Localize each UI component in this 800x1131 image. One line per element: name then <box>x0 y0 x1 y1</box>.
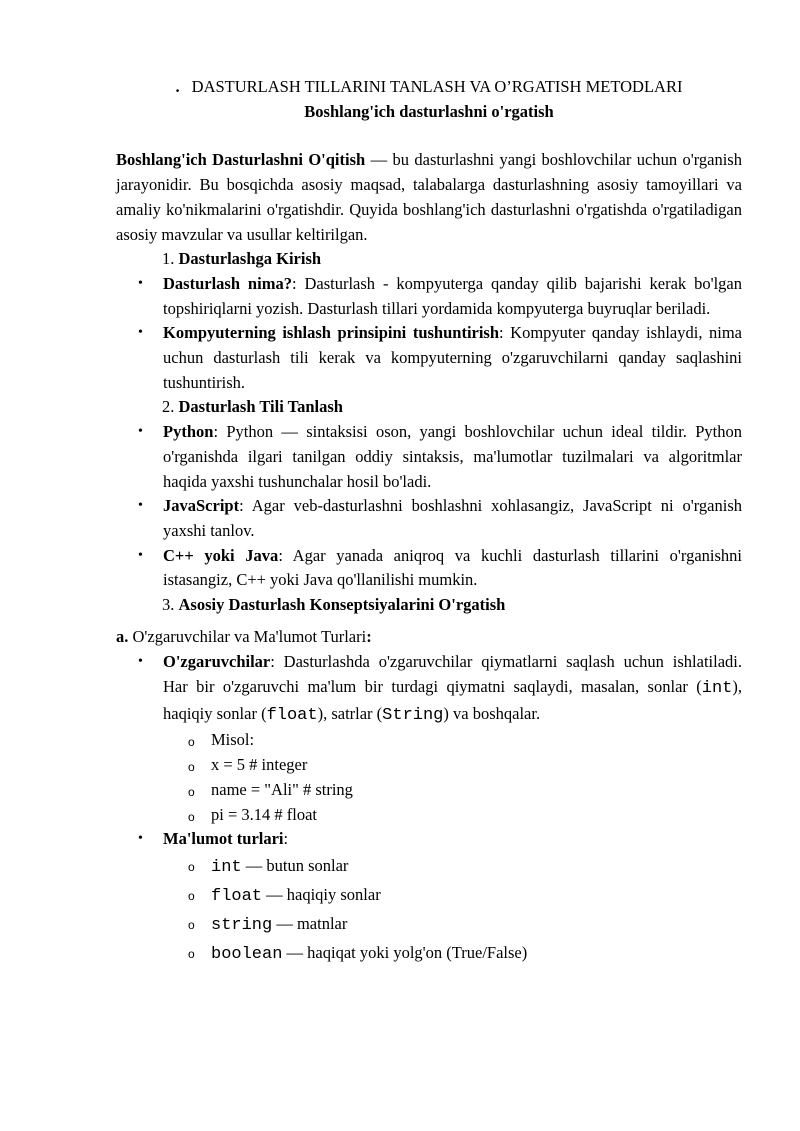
type-code: string <box>211 915 273 935</box>
list-item <box>116 321 742 395</box>
sub-bullet-icon: o <box>188 760 195 775</box>
subsection-a-list <box>116 649 742 728</box>
item-term: JavaScript <box>163 496 240 516</box>
list-item <box>116 272 742 321</box>
section-1-list <box>116 272 742 396</box>
type-desc: — matnlar <box>272 913 348 933</box>
item-text: : <box>283 829 289 849</box>
list-item <box>116 494 742 543</box>
list-item-variables <box>116 649 742 728</box>
section-heading-3 <box>162 593 742 618</box>
subsection-colon: : <box>366 626 372 646</box>
sub-bullet-icon: o <box>188 888 195 903</box>
section-number: 3. <box>162 595 175 615</box>
item-term: Python <box>163 422 214 442</box>
section-number: 1. <box>162 249 175 269</box>
item-text: : Agar veb-dasturlashni boshlashni xohlasangiz, JavaScript ni o'rganish yaxshi tanlov. <box>163 496 742 540</box>
item-text: : Agar yanada aniqroq va kuchli dasturlash tillarini o'rganishni istasangiz, C++ yoki Java qo'llanilishi mumkin. <box>163 545 743 590</box>
list-item-data-types <box>116 827 742 852</box>
item-term: Dasturlash nima? <box>163 273 292 293</box>
list-item <box>116 420 742 494</box>
intro-bold: Boshlang'ich Dasturlashni O'qitish <box>116 150 366 170</box>
item-text: : Dasturlashda o'zgaruvchilar qiymatlarni saqlash uchun ishlatiladi. Har bir o'zgaruvchi ma'lum bir turdagi qiymatni saqlaydi, masalan, sonlar ( <box>163 652 742 697</box>
item-text: : Dasturlash - kompyuterga qanday qilib bajarishi kerak bo'lgan topshiriqlarni yozish. Dasturlash tillari yordamida kompyuterga buyruqlar beriladi. <box>163 273 742 318</box>
item-term: O'zgaruvchilar <box>163 652 271 672</box>
subsection-a-heading <box>116 625 742 650</box>
section-2-list <box>116 420 742 593</box>
type-desc: — haqiqat yoki yolg'on (True/False) <box>282 942 528 962</box>
item-term: C++ yoki Java <box>163 545 279 565</box>
sub-bullet-icon: o <box>188 946 195 961</box>
section-number: 2. <box>162 397 175 417</box>
sub-bullet-icon: o <box>188 859 195 874</box>
example-list <box>116 728 742 827</box>
sub-bullet-icon: o <box>188 809 195 824</box>
item-term: Ma'lumot turlari <box>163 829 284 849</box>
item-text: ) va boshqalar. <box>443 704 541 724</box>
example-text: name = "Ali" # string <box>211 779 353 799</box>
type-code: int <box>211 857 242 877</box>
code-string: String <box>382 706 444 726</box>
list-item <box>116 544 742 593</box>
type-item <box>116 881 742 910</box>
item-term: Kompyuterning ishlash prinsipini tushuntirish <box>163 323 500 343</box>
example-line <box>116 778 742 803</box>
item-text: : Python — sintaksisi oson, yangi boshlovchilar uchun ideal tildir. Python o'rganishda ilgari tanilgan oddiy sintaksis, ma'lumotlar tuzilmalari va algoritmlar haqida yaxshi tushunchalar hosil bo'ladi. <box>163 422 742 491</box>
example-text: pi = 3.14 # float <box>211 804 318 824</box>
section-title: Dasturlashga Kirish <box>178 249 322 269</box>
type-code: float <box>211 886 263 906</box>
example-line <box>116 803 742 828</box>
title-marker: . <box>175 77 180 96</box>
code-float: float <box>266 706 318 726</box>
type-item <box>116 939 742 968</box>
example-text: Misol: <box>211 730 255 750</box>
title-text: DASTURLASH TILLARINI TANLASH VA O’RGATISH METODLARI <box>191 77 683 96</box>
type-item <box>116 910 742 939</box>
type-code: boolean <box>211 944 283 964</box>
section-title: Dasturlash Tili Tanlash <box>178 397 343 417</box>
subsection-letter: a. <box>116 626 129 646</box>
section-heading-2 <box>162 395 742 420</box>
sub-bullet-icon: o <box>188 735 195 750</box>
example-line <box>116 753 742 778</box>
type-desc: — haqiqiy sonlar <box>262 884 381 904</box>
example-line <box>116 728 742 753</box>
item-text: : Kompyuter qanday ishlaydi, nima uchun dasturlash tili kerak va kompyuterning o'zgaruvchilarni qanday saqlashini tushuntirish. <box>163 323 742 392</box>
sub-bullet-icon: o <box>188 917 195 932</box>
type-list <box>116 852 742 968</box>
item-text: ), satrlar ( <box>317 704 383 724</box>
document-page <box>116 75 742 968</box>
subsection-title: O'zgaruvchilar va Ma'lumot Turlari <box>128 626 367 646</box>
code-int: int <box>701 679 733 699</box>
page-title <box>116 75 742 100</box>
example-text: x = 5 # integer <box>211 755 308 775</box>
section-heading-1 <box>162 247 742 272</box>
sub-bullet-icon: o <box>188 784 195 799</box>
item-text: ), haqiqiy sonlar ( <box>163 677 742 724</box>
type-item <box>116 852 742 881</box>
data-types-list <box>116 827 742 852</box>
intro-text: — bu dasturlashni yangi boshlovchilar uchun o'rganish jarayonidir. Bu bosqichda asosiy maqsad, talabalarga dasturlashning asosiy tamoyillari va amaliy ko'nikmalarini o'rgatishdir. Quyida boshlang'ich dasturlashni o'rgatishda o'rgatiladigan asosiy mavzular va usullar keltirilgan. <box>116 150 742 244</box>
type-desc: — butun sonlar <box>241 855 349 875</box>
intro-paragraph <box>116 148 742 247</box>
page-subtitle: Boshlang'ich dasturlashni o'rgatish <box>304 101 554 121</box>
section-title: Asosiy Dasturlash Konseptsiyalarini O'rgatish <box>178 595 506 615</box>
